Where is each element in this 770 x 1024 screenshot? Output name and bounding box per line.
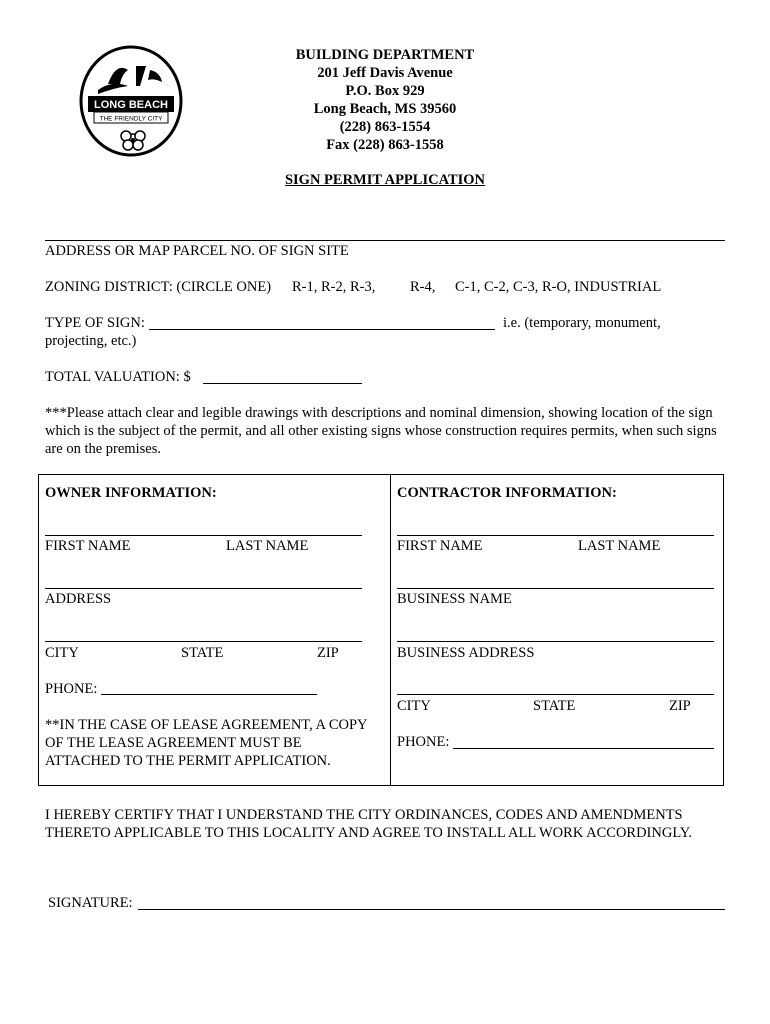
owner-state-label: STATE bbox=[181, 645, 224, 661]
site-address-field[interactable] bbox=[45, 240, 725, 241]
contractor-name-field[interactable] bbox=[397, 535, 714, 536]
logo-text-bottom: THE FRIENDLY CITY bbox=[99, 115, 163, 123]
signature-label: SIGNATURE: bbox=[48, 895, 133, 911]
drawings-note: ***Please attach clear and legible drawings with descriptions and nominal dimension, showing location of the sign which is the subject of the permit, and all other existing signs whose construction requires permits, when such signs are on the premises. bbox=[45, 405, 717, 457]
sign-type-field[interactable] bbox=[149, 329, 495, 330]
owner-city-label: CITY bbox=[45, 645, 79, 661]
contractor-phone-label: PHONE: bbox=[397, 734, 450, 750]
contractor-zip-label: ZIP bbox=[669, 698, 691, 714]
owner-zip-label: ZIP bbox=[317, 645, 339, 661]
lease-agreement-note: **IN THE CASE OF LEASE AGREEMENT, A COPY OF THE LEASE AGREEMENT MUST BE ATTACHED TO THE PERMIT APPLICATION. bbox=[45, 717, 367, 769]
owner-phone-label: PHONE: bbox=[45, 681, 98, 697]
sign-type-hint-continued: projecting, etc.) bbox=[45, 333, 137, 349]
department-po-box: P.O. Box 929 bbox=[345, 83, 425, 99]
contractor-first-name-label: FIRST NAME bbox=[397, 538, 483, 554]
sign-type-label: TYPE OF SIGN: bbox=[45, 315, 145, 331]
owner-city-state-zip-field[interactable] bbox=[45, 641, 362, 642]
contractor-business-address-label: BUSINESS ADDRESS bbox=[397, 645, 535, 661]
certification-statement: I HEREBY CERTIFY THAT I UNDERSTAND THE CITY ORDINANCES, CODES AND AMENDMENTS THERETO APPLICABLE TO THIS LOCALITY AND AGREE TO INSTALL ALL WORK ACCORDINGLY. bbox=[45, 807, 692, 841]
site-address-label: ADDRESS OR MAP PARCEL NO. OF SIGN SITE bbox=[45, 243, 349, 259]
owner-phone-field[interactable] bbox=[101, 694, 317, 695]
zoning-options-residential[interactable]: R-1, R-2, R-3, bbox=[292, 279, 376, 295]
contractor-business-name-field[interactable] bbox=[397, 588, 714, 589]
information-box-divider bbox=[390, 474, 391, 786]
valuation-field[interactable] bbox=[203, 383, 362, 384]
contractor-business-name-label: BUSINESS NAME bbox=[397, 591, 512, 607]
contractor-phone-field[interactable] bbox=[453, 748, 714, 749]
sign-type-hint: i.e. (temporary, monument, bbox=[503, 315, 661, 331]
owner-heading: OWNER INFORMATION: bbox=[45, 485, 217, 501]
owner-last-name-label: LAST NAME bbox=[226, 538, 309, 554]
owner-address-field[interactable] bbox=[45, 588, 362, 589]
department-street: 201 Jeff Davis Avenue bbox=[317, 65, 453, 81]
form-title: SIGN PERMIT APPLICATION bbox=[284, 172, 486, 188]
owner-first-name-label: FIRST NAME bbox=[45, 538, 131, 554]
contractor-business-address-field[interactable] bbox=[397, 641, 714, 642]
department-fax: Fax (228) 863-1558 bbox=[326, 137, 444, 153]
signature-field[interactable] bbox=[138, 909, 725, 910]
department-phone: (228) 863-1554 bbox=[339, 119, 431, 135]
contractor-city-label: CITY bbox=[397, 698, 431, 714]
contractor-state-label: STATE bbox=[533, 698, 576, 714]
valuation-label: TOTAL VALUATION: $ bbox=[45, 369, 191, 385]
contractor-heading: CONTRACTOR INFORMATION: bbox=[397, 485, 617, 501]
contractor-city-state-zip-field[interactable] bbox=[397, 694, 714, 695]
logo-text-top: LONG BEACH bbox=[94, 99, 168, 111]
zoning-options-commercial[interactable]: C-1, C-2, C-3, R-O, INDUSTRIAL bbox=[455, 279, 662, 295]
contractor-last-name-label: LAST NAME bbox=[578, 538, 661, 554]
department-name: BUILDING DEPARTMENT bbox=[295, 47, 475, 63]
zoning-option-r4[interactable]: R-4, bbox=[410, 279, 436, 295]
department-city: Long Beach, MS 39560 bbox=[313, 101, 457, 117]
owner-name-field[interactable] bbox=[45, 535, 362, 536]
city-seal-logo bbox=[78, 44, 184, 158]
zoning-label: ZONING DISTRICT: (CIRCLE ONE) bbox=[45, 279, 272, 295]
owner-address-label: ADDRESS bbox=[45, 591, 112, 607]
